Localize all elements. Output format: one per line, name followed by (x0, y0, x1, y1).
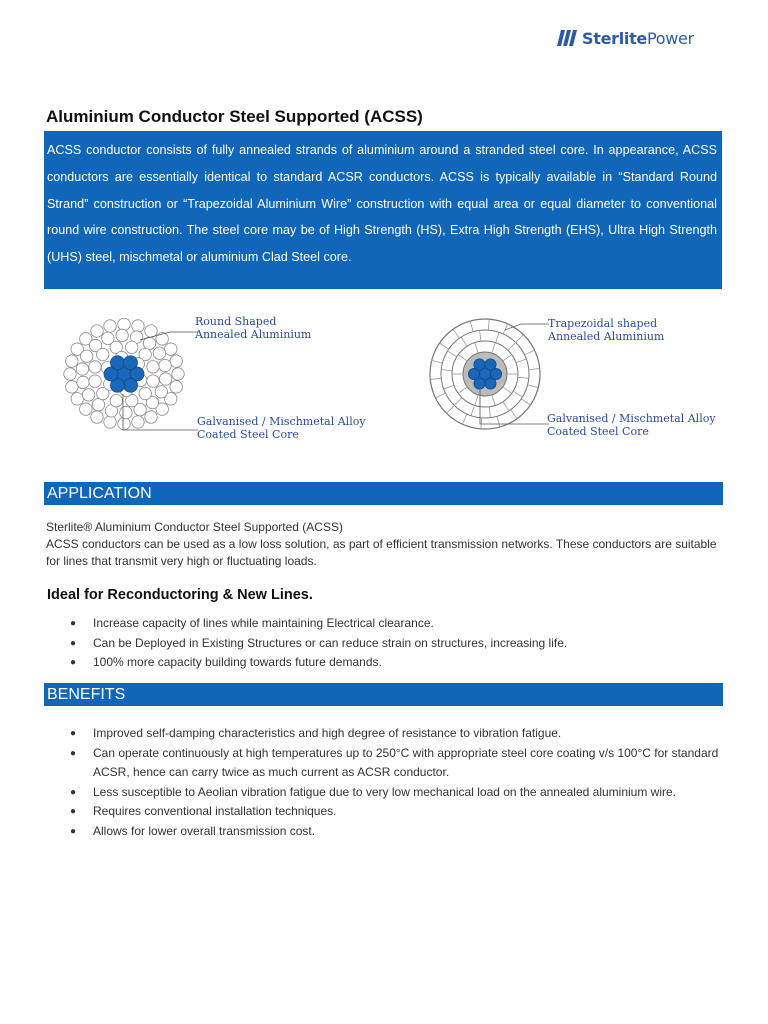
bullet-icon: ● (70, 618, 77, 629)
list-item: ● Less susceptible to Aeolian vibration fatigue due to very low mechanical load on the annealed aluminium wire. (70, 783, 730, 803)
round-bottom-label: Galvanised / Mischmetal Alloy Coated Steel Core (197, 415, 366, 441)
round-strand-diagram (60, 312, 200, 437)
trapezoidal-top-label: Trapezoidal shaped Annealed Aluminium (548, 317, 665, 343)
list-item: ● Increase capacity of lines while maintaining Electrical clearance. (70, 614, 730, 634)
application-subheading: Ideal for Reconductoring & New Lines. (47, 587, 313, 603)
benefits-list (70, 724, 730, 841)
bullet-icon: ● (70, 747, 77, 759)
list-item: ● Can operate continuously at high temperatures up to 250°C with appropriate steel core coating v/s 100°C for standard ACSR, hence can carry twice as much current as ACSR conductor. (70, 745, 719, 779)
application-text (46, 519, 718, 570)
benefits-heading: BENEFITS (44, 683, 723, 706)
list-item: ● Improved self-damping characteristics and high degree of resistance to vibration fatigue. (70, 724, 730, 744)
bullet-icon: ● (70, 806, 77, 817)
logo-text: SterlitePower (582, 28, 694, 48)
trapezoidal-bottom-label: Galvanised / Mischmetal Alloy Coated Steel Core (547, 412, 716, 438)
bullet-icon: ● (70, 657, 77, 668)
application-heading: APPLICATION (44, 482, 723, 505)
application-line-1: Sterlite® Aluminium Conductor Steel Supported (ACSS) (46, 520, 343, 534)
intro-box: ACSS conductor consists of fully annealed strands of aluminium around a stranded steel core. In appearance, ACSS conductors are essentially identical to standard ACSR conductors. ACSS is typically available in “Standard Round Strand” construction or “Trapezoidal Aluminium Wire” construction with equal area or equal diameter to conventional round wire construction. The steel core may be of High Strength (HS), Extra High Strength (EHS), Ultra High Strength (UHS) steel, mischmetal or aluminium Clad Steel core. (44, 131, 722, 289)
logo-slashes-icon (556, 28, 582, 48)
list-item: ● Allows for lower overall transmission cost. (70, 822, 730, 842)
application-list (70, 614, 730, 673)
round-top-label: Round Shaped Annealed Aluminium (195, 315, 312, 341)
trapezoidal-strand-diagram (425, 312, 550, 432)
bullet-icon: ● (70, 786, 77, 798)
sterlite-power-logo (556, 26, 694, 50)
bullet-icon: ● (70, 728, 77, 739)
bullet-icon: ● (70, 825, 77, 837)
application-line-2: ACSS conductors can be used as a low loss solution, as part of efficient transmission networks. These conductors are suitable for lines that transmit very high or fluctuating loads. (46, 537, 717, 568)
bullet-icon: ● (70, 637, 77, 649)
list-item: ● 100% more capacity building towards future demands. (70, 653, 730, 673)
list-item: ● Can be Deployed in Existing Structures or can reduce strain on structures, increasing life. (70, 634, 730, 654)
list-item: ● Requires conventional installation techniques. (70, 802, 730, 822)
page-title: Aluminium Conductor Steel Supported (ACSS) (46, 107, 423, 126)
